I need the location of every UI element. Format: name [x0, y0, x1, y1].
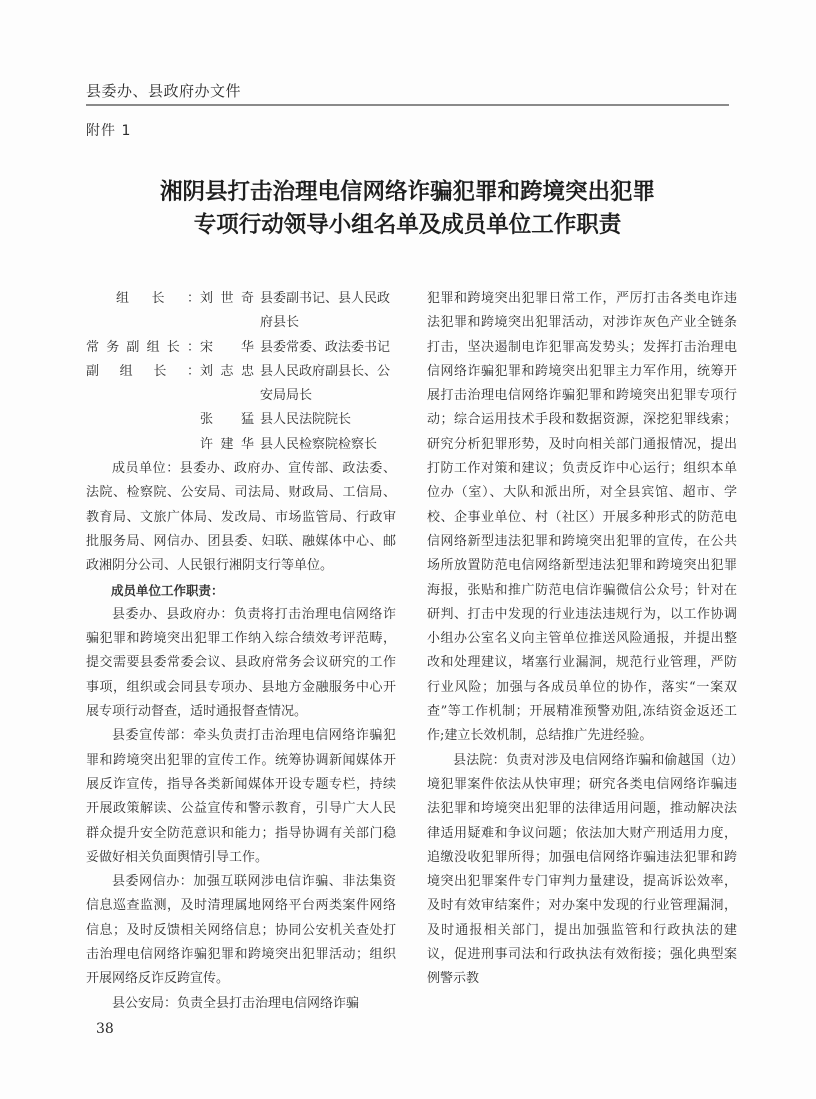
- duty-paragraph: 县公安局：负责全县打击治理电信网络诈骗: [112, 995, 360, 1011]
- document-title: [86, 176, 729, 242]
- police-duty-continued: 犯罪和跨境突出犯罪日常工作，严厉打击各类电诈违法犯罪和跨境突出犯罪活动，对涉诈灰色产业全链条打击，坚决遏制电诈犯罪高发势头；发挥打击治理电信网络诈骗犯罪和跨境突出犯罪主力军作用，统筹开展打击治理电信网络诈骗犯罪和跨境突出犯罪专项行动；综合运用技术手段和数据资源，深挖犯罪线索；研究分析犯罪形势，及时向相关部门通报情况，提出打防工作对策和建议；负责反诈中心运行；组织本单位办（室）、大队和派出所，对全县宾馆、超市、学校、企事业单位、村（社区）开展多种形式的防范电信网络新型违法犯罪和跨境突出犯罪的宣传，在公共场所放置防范电信网络新型违法犯罪和跨境突出犯罪海报，张贴和推广防范电信诈骗微信公众号；针对在研判、打击中发现的行业违法违规行为，以工作协调小组办公室名义向主管单位推送风险通报，并提出整改和处理建议，堵塞行业漏洞，规范行业管理，严防行业风险；加强与各成员单位的协作，落实“一案双查”等工作机制；开展精准预警劝阻,冻结资金返还工作;建立长效机制，总结推广先进经验。: [427, 291, 737, 744]
- duty-paragraph: 县委办、县政府办：负责将打击治理电信网络诈骗犯罪和跨境突出犯罪工作纳入综合绩效考评范畴，提交需要县委常委会议、县政府常务会议研究的工作事项，组织或会同县专项办、县地方金融服务中心开展专项行动督查，适时通报督查情况。: [86, 606, 396, 720]
- leader-position: 县委常委、政法委书记: [260, 339, 391, 355]
- member-units-paragraph: 成员单位：县委办、政府办、宣传部、政法委、法院、检察院、公安局、司法局、财政局、工信局、教育局、文旅广体局、发改局、市场监管局、行政审批服务局、网信办、团县委、妇联、融媒体中心、邮政湘阴分公司、人民银行湘阴支行等单位。: [86, 461, 396, 574]
- left-column: [86, 287, 396, 1016]
- attachment-label: 附件 1: [86, 123, 132, 139]
- leader-row: [86, 433, 396, 457]
- leader-row: [86, 360, 396, 409]
- court-duty-paragraph: 县法院：负责对涉及电信网络诈骗和偷越国（边）境犯罪案件依法从快审理；研究各类电信网络诈骗违法犯罪和垮境突出犯罪的法律适用问题，推动解决法律适用疑难和争议问题；依法加大财产刑适用力度，追缴没收犯罪所得；加强电信网络诈骗违法犯罪和跨境突出犯罪案件专门审判力量建设，提高诉讼效率，及时有效审结案件；对办案中发现的行业管理漏洞，及时通报相关部门，提出加强监管和行政执法的建议，促进刑事司法和行政执法有效衔接；强化典型案例警示教: [427, 752, 737, 987]
- leader-name: 许建华: [200, 436, 254, 452]
- leader-name: 刘志忠: [200, 363, 254, 379]
- leader-name: 宋华: [200, 339, 254, 355]
- leader-position: 县委副书记、县人民政府县长: [260, 291, 391, 331]
- title-line-1: 湘阴县打击治理电信网络诈骗犯罪和跨境突出犯罪: [159, 179, 655, 205]
- leader-list: [86, 287, 396, 457]
- leader-role: [86, 433, 200, 457]
- title-line-2: 专项行动领导小组名单及成员单位工作职责: [193, 212, 622, 238]
- leader-position: 县人民检察院检察长: [260, 436, 378, 452]
- duty-paragraph: 县委网信办：加强互联网涉电信诈骗、非法集资信息巡查监测，及时清理属地网络平台两类案件网络信息；及时反馈相关网络信息；协同公安机关查处打击治理电信网络诈骗犯罪和跨境突出犯罪活动；组织开展网络反诈反跨宣传。: [86, 874, 396, 987]
- leader-position: 县人民法院院长: [260, 412, 352, 428]
- duties-heading: 成员单位工作职责：: [111, 582, 224, 598]
- leader-name: 刘世奇: [200, 291, 254, 306]
- duty-paragraph: 县委宣传部：牵头负责打击治理电信网络诈骗犯罪和跨境突出犯罪的宣传工作。统筹协调新闻媒体开展反诈宣传，指导各类新闻媒体开设专题专栏，持续开展政策解读、公益宣传和警示教育，引导广大人民群众提升安全防范意识和能力；指导协调有关部门稳妥做好相关负面舆情引导工作。: [86, 728, 396, 865]
- leader-name: 张猛: [200, 412, 254, 428]
- leader-role: 常务副组长：: [86, 339, 200, 355]
- leader-position: 县人民政府副县长、公安局局长: [260, 363, 391, 404]
- right-column: [427, 287, 737, 992]
- leader-role: 副组长：: [86, 363, 200, 379]
- running-head: 县委办、县政府办文件: [86, 82, 242, 100]
- header-rule: [86, 104, 729, 106]
- page-number: 38: [96, 1021, 114, 1037]
- leader-role: 组长：: [116, 291, 200, 306]
- leader-role: [86, 408, 200, 432]
- leader-row: [86, 336, 396, 360]
- leader-row: [86, 287, 396, 336]
- leader-row: [86, 408, 396, 432]
